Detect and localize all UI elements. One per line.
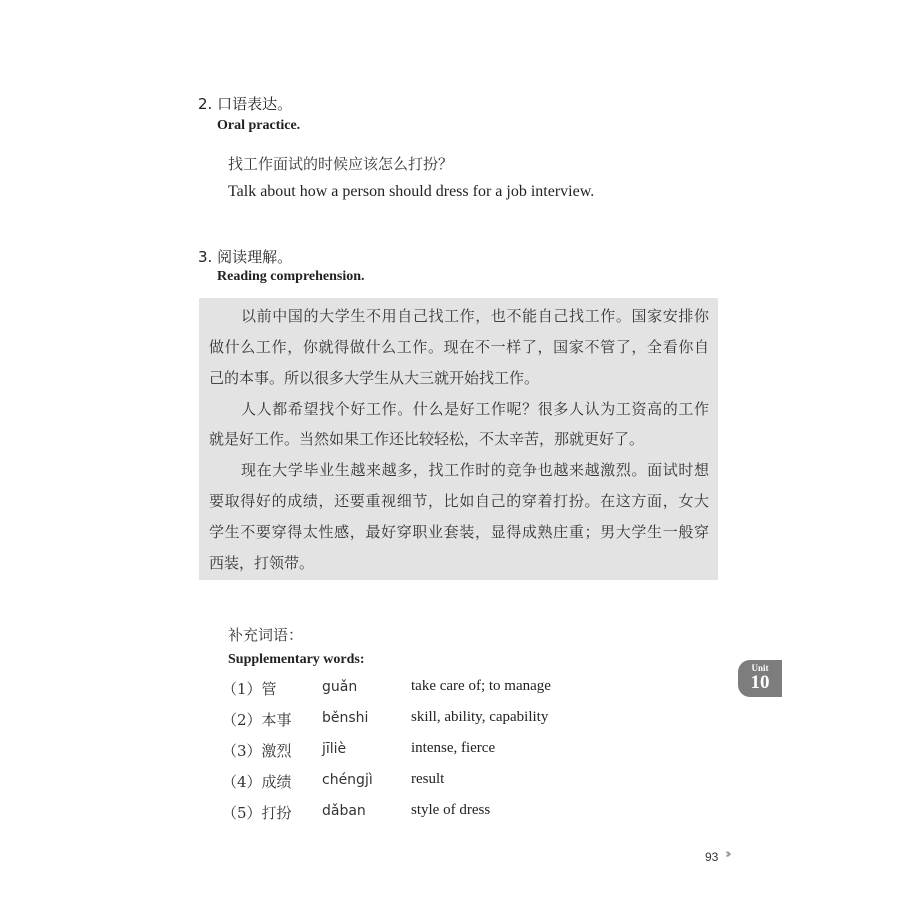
unit-label: Unit — [751, 663, 769, 673]
word-number: （2）本事 — [222, 711, 292, 729]
passage-line: 学生不要穿得太性感，最好穿职业套装，显得成熟庄重；男大学生一般穿 — [209, 523, 709, 541]
oral-question-cn: 找工作面试的时候应该怎么打扮？ — [228, 155, 454, 173]
passage-line: 要取得好的成绩，还要重视细节，比如自己的穿着打扮。在这方面，女大 — [209, 492, 709, 510]
passage-line: 以前中国的大学生不用自己找工作，也不能自己找工作。国家安排你 — [241, 307, 709, 325]
passage-line: 就是好工作。当然如果工作还比较轻松，不太辛苦，那就更好了。 — [209, 430, 645, 448]
oral-question-en: Talk about how a person should dress for a job interview. — [228, 183, 595, 200]
word-number: （3）激烈 — [222, 742, 292, 760]
word-pinyin: chéngjì — [322, 772, 373, 788]
word-pinyin: běnshi — [322, 710, 369, 726]
reading-passage — [199, 298, 718, 580]
passage-line: 做什么工作，你就得做什么工作。现在不一样了，国家不管了，全看你自 — [209, 338, 709, 356]
word-number: （5）打扮 — [222, 804, 292, 822]
word-meaning: result — [411, 771, 445, 787]
section-3-subheading: Reading comprehension. — [217, 269, 365, 284]
word-number: （4）成绩 — [222, 773, 292, 791]
section-2-heading: 2. 口语表达。 — [198, 95, 293, 113]
word-meaning: intense, fierce — [411, 740, 496, 756]
passage-line: 人人都希望找个好工作。什么是好工作呢？很多人认为工资高的工作 — [241, 400, 709, 418]
word-number: （1）管 — [222, 680, 277, 698]
section-3-heading: 3. 阅读理解。 — [198, 248, 293, 266]
double-chevron-right-icon: ›› — [725, 847, 728, 862]
word-pinyin: dǎban — [322, 803, 366, 819]
passage-line: 西装，打领带。 — [209, 554, 315, 572]
page-number: 93 — [705, 850, 719, 864]
unit-number: 10 — [750, 672, 770, 693]
word-meaning: skill, ability, capability — [411, 709, 549, 725]
unit-badge — [738, 660, 782, 697]
passage-line: 现在大学毕业生越来越多，找工作时的竞争也越来越激烈。面试时想 — [241, 461, 709, 479]
word-meaning: take care of; to manage — [411, 678, 551, 694]
word-pinyin: jīliè — [322, 741, 347, 757]
passage-line: 己的本事。所以很多大学生从大三就开始找工作。 — [209, 369, 540, 387]
word-meaning: style of dress — [411, 802, 491, 818]
word-pinyin: guǎn — [322, 679, 358, 695]
supplementary-heading-cn: 补充词语： — [228, 626, 304, 644]
section-2-subheading: Oral practice. — [217, 118, 301, 133]
supplementary-heading-en: Supplementary words: — [228, 652, 365, 667]
